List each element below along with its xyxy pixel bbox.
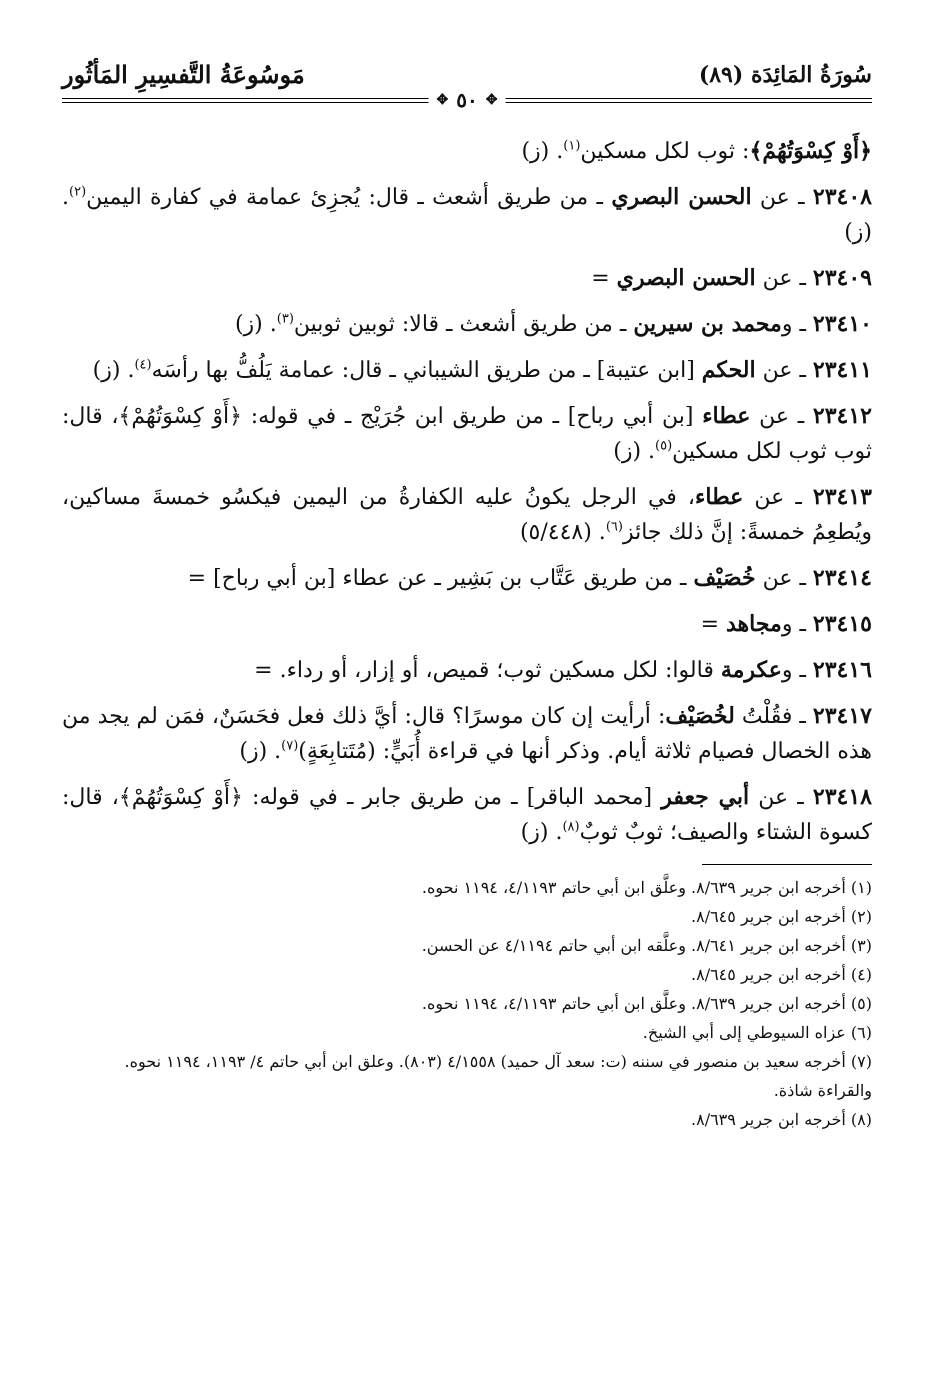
narrator-name: مجاهد	[726, 611, 782, 637]
entry-paragraph	[62, 780, 872, 850]
footnote-ref: (٤)	[134, 357, 152, 373]
entry-number: ٢٣٤١٥	[812, 611, 872, 637]
narrator-name: لخُصَيْف	[665, 703, 735, 729]
footnote-item: (٧) أخرجه سعيد بن منصور في سننه (ت: سعد آل حميد) ٤/١٥٥٨ (٨٠٣). وعلق ابن أبي حاتم ٤/ ١١٩٣، ١١٩٤ نحوه.	[124, 1052, 872, 1071]
entry-number: ٢٣٤١٢	[812, 403, 872, 429]
entry-source: . (ز)	[62, 185, 872, 245]
entry-text: ، في الرجل يكونُ عليه الكفارةُ من اليمين فيكسُو خمسةَ مساكين، ويُطعِمُ خمسةً: إنَّ ذلك جائز	[62, 485, 872, 545]
entry-text: : ثوب لكل مسكين	[580, 139, 750, 164]
book-page	[62, 60, 872, 1134]
narrator-name: عكرمة	[720, 657, 782, 683]
ornament-icon: ✥	[436, 92, 449, 108]
footnote-ref: (٨)	[562, 819, 580, 835]
entry-number: ٢٣٤١١	[812, 357, 872, 383]
entry-paragraph	[62, 699, 872, 769]
quran-verse: ﴿أَوْ كِسْوَتُهُمْ﴾	[749, 138, 872, 164]
narrator-name: أبي جعفر	[661, 784, 750, 810]
entry-text: : أرأيت إن كان موسرًا؟ قال: أيَّ ذلك فعل فحَسَنٌ، فمَن لم يجد من هذه الخصال فصيام ثلاثة أيام. وذكر أنها في قراءة أُبَيٍّ: (مُتَتابِعَةٍ)	[62, 704, 872, 764]
entry-text: [ابن عتيبة] ـ من طريق الشيباني ـ قال: عمامة يَلُفُّ بها رأسَه	[151, 358, 702, 383]
entry-paragraph	[62, 561, 872, 596]
entry-text: قالوا: لكل مسكين ثوب؛ قميص، أو إزار، أو رداء. =	[254, 658, 721, 683]
footnote-item: (٢) أخرجه ابن جرير ٨/٦٤٥.	[691, 907, 872, 926]
entry-connector: ـ و	[781, 658, 813, 683]
entry-connector: ـ عن	[755, 566, 813, 591]
entry-text: ـ من طريق عَتَّاب بن بَشِير ـ عن عطاء [بن أبي رباح] =	[187, 566, 694, 591]
entry-paragraph	[62, 399, 872, 469]
footnote-item: (٥) أخرجه ابن جرير ٨/٦٣٩. وعلَّق ابن أبي حاتم ٤/١١٩٣، ١١٩٤ نحوه.	[421, 994, 872, 1013]
entry-source: . (٥/٤٤٨)	[519, 520, 606, 545]
entry-connector: ـ عن	[743, 485, 813, 510]
footnote-ref: (٢)	[69, 184, 87, 200]
footnote-item: (٤) أخرجه ابن جرير ٨/٦٤٥.	[691, 965, 872, 984]
entry-source: . (ز)	[520, 820, 563, 845]
entry-number: ٢٣٤١٦	[812, 657, 872, 683]
entry-text: =	[700, 612, 726, 637]
entry-number: ٢٣٤٠٩	[812, 265, 872, 291]
ornament-icon: ✥	[485, 92, 498, 108]
entry-text: [محمد الباقر] ـ من طريق جابر ـ في قوله: ﴿أَوْ كِسْوَتُهُمْ﴾، قال: كسوة الشتاء والصيف؛ ثوبٌ ثوبٌ	[62, 785, 872, 845]
book-title: مَوسُوعَةُ التَّفسِيرِ المَأثُور	[62, 60, 305, 89]
footnote-ref: (١)	[563, 138, 581, 154]
narrator-name: خُصَيْف	[693, 565, 756, 591]
entry-paragraph	[62, 307, 872, 342]
footnote-rule	[702, 864, 872, 865]
footnotes	[62, 873, 872, 1134]
entry-text: =	[591, 266, 617, 291]
entry-source: . (ز)	[613, 439, 656, 464]
page-header	[62, 60, 872, 116]
narrator-name: عطاء	[702, 403, 751, 429]
footnote-item: والقراءة شاذة.	[773, 1081, 872, 1100]
entry-connector: ـ عن	[750, 404, 813, 429]
entry-connector: ـ عن	[755, 358, 813, 383]
footnote-item: (٦) عزاه السيوطي إلى أبي الشيخ.	[642, 1023, 872, 1042]
entry-text: ـ من طريق أشعث ـ قال: يُجزِئ عمامة في كفارة اليمين	[86, 185, 612, 210]
entry-connector: ـ و	[781, 312, 813, 337]
entry-connector: ـ عن	[751, 185, 813, 210]
entry-connector: ـ و	[781, 612, 813, 637]
surah-title: سُورَةُ المَائِدَة (٨٩)	[698, 62, 872, 88]
narrator-name: الحسن البصري	[616, 265, 756, 291]
entry-paragraph	[62, 480, 872, 550]
main-text	[62, 134, 872, 850]
footnote-item: (٣) أخرجه ابن جرير ٨/٦٤١. وعلَّقه ابن أبي حاتم ٤/١١٩٤ عن الحسن.	[421, 936, 872, 955]
narrator-name: الحكم	[701, 357, 756, 383]
footnote-item: (١) أخرجه ابن جرير ٨/٦٣٩. وعلَّق ابن أبي حاتم ٤/١١٩٣، ١١٩٤ نحوه.	[421, 878, 872, 897]
entry-connector: ـ فقُلْتُ	[734, 704, 813, 729]
footnote-ref: (٣)	[276, 311, 294, 327]
entry-text: ـ من طريق أشعث ـ قالا: ثوبين ثوبين	[293, 312, 634, 337]
entry-source: . (ز)	[521, 139, 564, 164]
entry-paragraph	[62, 607, 872, 642]
entry-paragraph	[62, 261, 872, 296]
entry-number: ٢٣٤١٨	[812, 784, 872, 810]
entry-paragraph	[62, 134, 872, 169]
narrator-name: الحسن البصري	[611, 184, 752, 210]
entry-number: ٢٣٤٠٨	[812, 184, 872, 210]
entry-source: . (ز)	[234, 312, 277, 337]
footnote-ref: (٥)	[655, 438, 673, 454]
page-number-box	[429, 88, 506, 112]
entry-paragraph	[62, 353, 872, 388]
entry-source: . (ز)	[239, 739, 282, 764]
narrator-name: محمد بن سيرين	[633, 311, 782, 337]
page-number: ٥٠	[456, 88, 478, 112]
entry-connector: ـ عن	[755, 266, 813, 291]
entry-number: ٢٣٤١٧	[812, 703, 872, 729]
entry-text: [بن أبي رباح] ـ من طريق ابن جُرَيْج ـ في قوله: ﴿أَوْ كِسْوَتُهُمْ﴾، قال: ثوب ثوب لكل مسكين	[62, 404, 872, 464]
footnote-ref: (٦)	[605, 519, 623, 535]
entry-paragraph	[62, 180, 872, 250]
entry-paragraph	[62, 653, 872, 688]
footnote-ref: (٧)	[281, 738, 299, 754]
entry-source: . (ز)	[92, 358, 135, 383]
entry-number: ٢٣٤١٠	[812, 311, 872, 337]
entry-number: ٢٣٤١٤	[812, 565, 872, 591]
entry-number: ٢٣٤١٣	[812, 484, 872, 510]
entry-connector: ـ عن	[749, 785, 813, 810]
narrator-name: عطاء	[695, 484, 744, 510]
footnote-item: (٨) أخرجه ابن جرير ٨/٦٣٩.	[691, 1110, 872, 1129]
